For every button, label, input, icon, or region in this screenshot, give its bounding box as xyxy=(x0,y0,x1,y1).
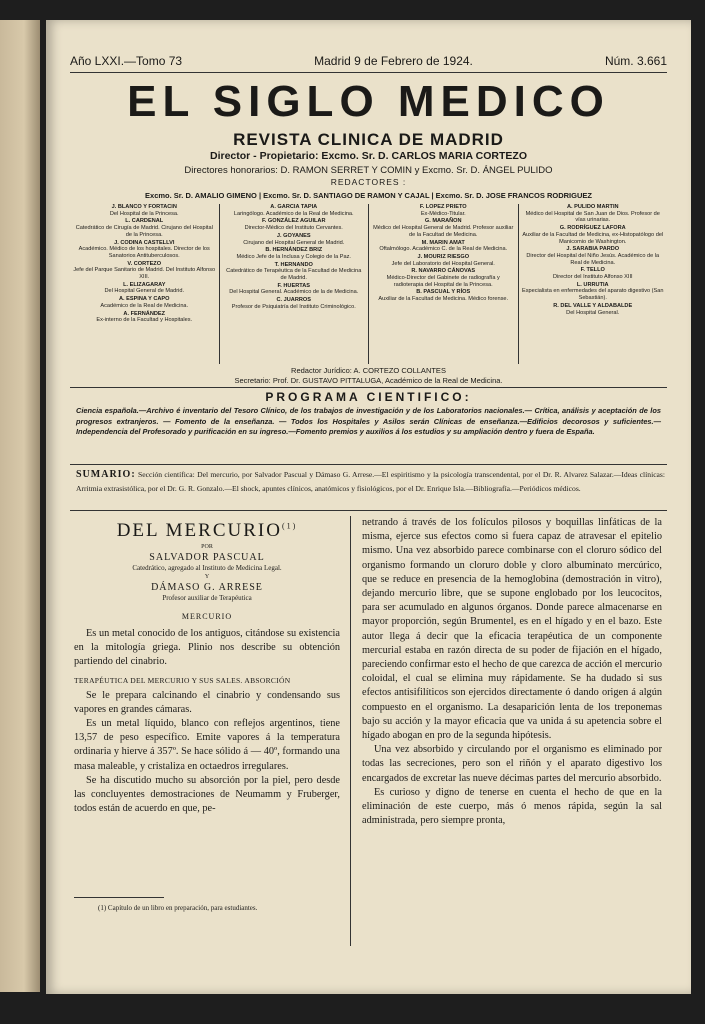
redactor-name: F. HUERTAS xyxy=(277,282,311,289)
redactores-column xyxy=(519,204,668,364)
redactores-column xyxy=(70,204,220,364)
redactor-description: Médico del Hospital de San Juan de Dios. Profesor de vías urinarias. xyxy=(525,210,660,224)
redactor-description: Académico. Médico de los hospitales. Director de los Sanatorios Antituberculosos. xyxy=(78,246,210,259)
redactor-description: Oftalmólogo. Académico C. de la Real de Medicina. xyxy=(379,246,508,253)
redactor-description: Del Hospital General. xyxy=(566,309,620,316)
author-2-affiliation: Profesor auxiliar de Terapéutica xyxy=(162,594,252,602)
redactores-heads: Excmo. Sr. D. AMALIO GIMENO | Excmo. Sr. D. SANTIAGO DE RAMON Y CAJAL | Excmo. Sr. D. JOSE FRANCOS RODRIGUEZ xyxy=(145,191,592,200)
volume-info: Año LXXI.—Tomo 73 xyxy=(70,54,183,68)
redactor-name: B. HERNÁNDEZ BRIZ xyxy=(265,247,323,254)
redactores-column xyxy=(220,204,370,364)
redactor-name: A. PULIDO MARTÍN xyxy=(566,204,619,210)
redactor-name: M. MARIN AMAT xyxy=(421,239,465,246)
newspaper-subtitle: REVISTA CLINICA DE MADRID xyxy=(233,130,504,149)
redactor-name: L. URRUTIA xyxy=(576,281,609,288)
paragraph-4: Se ha discutido mucho su absorción por la piel, pero desde las concluyentes demostraciones de Neumamm y Fruberger, todos están de acuerdo en que, pe- xyxy=(74,774,340,815)
newspaper-page xyxy=(46,20,691,994)
programa-title: PROGRAMA CIENTIFICO: xyxy=(265,390,472,404)
redactor-name: A. ESPINA Y CAPO xyxy=(118,296,170,303)
redactor-description: Del Hospital General. Académico de la de Medicina. xyxy=(229,289,359,296)
author-1-affiliation: Catedrático, agregado al Instituto de Medicina Legal. xyxy=(132,564,282,572)
redactor-name: G. RODRÍGUEZ LAFORA xyxy=(559,225,626,232)
footnote-marker: (1) xyxy=(281,521,298,531)
redactor-description: Director del Instituto Alfonso XIII xyxy=(552,274,633,281)
redactor-name: L. CARDENAL xyxy=(125,218,164,225)
redactor-description: Ex-Médico-Titular. xyxy=(420,210,466,217)
sumario-rule-top xyxy=(70,464,667,465)
redactor-description: Jefe del Laboratorio del Hospital General. xyxy=(391,260,495,267)
redactor-description: Catedrático de Cirugía de Madrid. Cirujano del Hospital de la Princesa. xyxy=(75,225,213,238)
secretary-line: Secretario: Prof. Dr. GUSTAVO PITTALUGA, Académico de la Real de Medicina. xyxy=(234,376,503,385)
redactor-name: F. GONZÁLEZ AGUILAR xyxy=(262,218,326,225)
redactor-description: Director-Médico del Instituto Cervantes. xyxy=(244,225,343,232)
footnote-rule xyxy=(74,897,164,898)
subheading: TERAPÉUTICA DEL MERCURIO Y SUS SALES. ABSORCIÓN xyxy=(74,675,291,685)
redactor-name: J. BLANCO Y FORTACIN xyxy=(111,204,177,210)
redactor-name: R. NAVARRO CÁNOVAS xyxy=(411,268,476,275)
legal-editor: Redactor Jurídico: A. CORTEZO COLLANTES xyxy=(291,366,446,375)
facing-page-edge xyxy=(0,20,40,992)
programa-text: Ciencia española.—Archivo é inventario del Tesoro Clínico, de los trabajos de investigación y de los Laboratorios nacionales.— Crítica, análisis y aceptación de los progresos extranjeros. — Fomento de la enseñanza. — Todos los Hospitales y Asilos serán Clínicas de enseñanza.—Edificios decorosos y suficientes.—Independencia del Profesorado y purificación en su ingreso.—Fomento premios y auxilios á los estudios y su ampliación dentro y fuera de España. xyxy=(76,406,661,437)
sumario xyxy=(76,468,665,494)
redactor-name: J. MOURIZ RIESGO xyxy=(417,253,470,260)
redactor-name: J. GOYANES xyxy=(276,232,311,239)
article-title: DEL MERCURIO$^{(1)}$ xyxy=(116,520,298,541)
redactor-description: Profesor de Psiquiatría del Instituto Criminológico. xyxy=(231,303,356,310)
programa-rule xyxy=(70,387,667,388)
redactor-description: Director del Hospital del Niño Jesús. Académico de la Real de Medicina. xyxy=(526,252,660,266)
redactores-column xyxy=(369,204,519,364)
paragraph-r1: netrando á través de los folículos pilosos y boquillas linfáticas de la misma, ejerce sus efectos como si fuera capaz de atravesar el epitelio mismo. Una vez absorbido parece combinarse con el cloruro sódico del organismo formando un cloruro doble y cloro albuminato mercúrico, que se reduce en presencia de la hemoglobina (demostración in vitro), dejando mercurio libre, que se supone englobado por los leucocitos, para ser acumulado en algunos órganos. Donde parece almacenarse en mayor proporción, según Brumentel, es en el hígado y en el bazo. Este autor llega á decir que la eficacia terapéutica de un componente mercurial estaba en razón directa de su poder de fijación en el hígado, pareciendo confirmar esto el hecho de que carezca de acción el mercurio coloidal, el cual se elimina muy rápidamente. Se ha dudado si sus efectos antisifilíticos son ejercidos directamente ó dando origen á algún compuesto en el organismo. La desaparición lenta de los treponemas bajo su acción y la mayor eficacia que va unida á su apetencia sobre el hígado abogan en pro de la segunda hipótesis. xyxy=(362,517,662,742)
redactor-description: Del Hospital General de Madrid. xyxy=(104,288,185,295)
by-label: POR xyxy=(201,544,213,550)
masthead-topline xyxy=(70,54,667,68)
article-left-column xyxy=(74,520,340,816)
paragraph-1: Es un metal conocido de los antiguos, citándose su existencia en la mitología griega. Plinio nos describe su obtención partiendo del cinabrio. xyxy=(74,628,340,668)
redactor-name: V. CORTEZO xyxy=(127,260,162,267)
column-divider xyxy=(350,516,351,946)
redactor-name: J. CODINA CASTELLVI xyxy=(114,239,175,246)
top-rule xyxy=(70,72,667,73)
redactor-name: J. SARABIA PARDO xyxy=(566,246,620,253)
redactores-label: REDACTORES : xyxy=(330,177,407,187)
redactor-description: Médico-Director del Gabinete de radiografía y radioterapia del Hospital de la Princesa. xyxy=(386,275,500,288)
issue-date: Madrid 9 de Febrero de 1924. xyxy=(314,54,473,68)
paragraph-2: Se le prepara calcinando el cinabrio y condensando sus vapores en grandes cámaras. xyxy=(74,689,340,715)
and-label: Y xyxy=(204,574,210,580)
redactor-name: F. TELLO xyxy=(580,267,605,274)
redactor-description: Especialista en enfermedades del aparato digestivo (San Sebastián). xyxy=(522,288,664,302)
director-line: Director - Propietario: Excmo. Sr. D. CARLOS MARIA CORTEZO xyxy=(210,150,527,162)
redactor-description: Auxiliar de la Facultad de Medicina. Médico forense. xyxy=(378,296,509,303)
redactor-name: F. LOPEZ PRIETO xyxy=(419,204,467,210)
author-2: DÁMASO G. ARRESE xyxy=(151,582,263,593)
redactor-description: Del Hospital de la Princesa. xyxy=(109,210,179,217)
paragraph-r2: Una vez absorbido y circulando por el organismo es eliminado por todas las secreciones, pero son el riñón y el aparato digestivo los encargados de excretar las nueve décimas partes del mercurio absorbido. xyxy=(362,744,662,784)
redactor-description: Cirujano del Hospital General de Madrid. xyxy=(243,239,345,246)
honorary-directors: Directores honorarios: D. RAMON SERRET Y COMIN y Excmo. Sr. D. ÁNGEL PULIDO xyxy=(184,165,553,176)
paragraph-3: Es un metal líquido, blanco con reflejos argentinos, tiene 13,57 de peso específico. Emite vapores á la temperatura ordinaria y hierve á 357º. Se hace sólido á — 40º, formando una masa maleable, y cristaliza en octaedros irregulares. xyxy=(74,718,340,772)
redactor-name: G. MARAÑON xyxy=(424,218,462,225)
redactor-name: B. PASCUAL Y RÍOS xyxy=(416,289,471,296)
redactor-description: Jefe del Parque Sanitario de Madrid. Del Instituto Alfonso XIII. xyxy=(73,267,216,281)
redactor-name: A. GARCÍA TAPIA xyxy=(270,204,318,210)
footnote: (1) Capítulo de un libro en preparación, para estudiantes. xyxy=(98,904,258,912)
redactor-name: C. JUARROS xyxy=(276,297,311,304)
redactor-description: Auxiliar de la Facultad de Medicina, ex-Histopatólogo del Manicomio de Washington. xyxy=(522,231,664,245)
redactor-description: Laringólogo. Académico de la Real de Medicina. xyxy=(233,210,354,217)
redactores-columns xyxy=(70,204,667,364)
article-right-column xyxy=(362,516,662,828)
redactor-name: T. HERNANDO xyxy=(274,261,313,268)
sumario-rule-bottom xyxy=(70,510,667,511)
newspaper-title: EL SIGLO MEDICO xyxy=(127,77,610,126)
sumario-text: Sección científica: Del mercurio, por Salvador Pascual y Dámaso G. Arrese.—El espiritismo y la psicología transcendental, por el Dr. R. Alvarez Salazar.—Ideas clínicas: Arritmia extrasistólica, por el Dr. G. R. Gonzalo.—El shock, apuntes clínicos, anatómicos y fisiológicos, por el Dr. Enrique Isla.—Bibliografía.—Periódicos médicos. xyxy=(76,470,665,493)
sumario-label: SUMARIO: xyxy=(76,469,136,480)
redactor-name: A. FERNÁNDEZ xyxy=(123,310,166,317)
redactor-description: Ex-interno de la Facultad y Hospitales. xyxy=(96,317,193,324)
section-heading: MERCURIO xyxy=(181,612,233,621)
redactor-description: Médico del Hospital General de Madrid. Profesor auxiliar de la Facultad de Medicina. xyxy=(373,225,514,238)
issue-number: Núm. 3.661 xyxy=(604,54,667,68)
author-1: SALVADOR PASCUAL xyxy=(149,552,265,563)
redactor-name: R. DEL VALLE Y ALDABALDE xyxy=(553,302,633,309)
redactor-description: Académico de la Real de Medicina. xyxy=(100,302,189,309)
redactor-name: L. ELIZAGARAY xyxy=(123,281,166,288)
paragraph-r3: Es curioso y digno de tenerse en cuenta el hecho de que en la eliminación de este cuerpo, más ó menos rápida, según la sal administrada, pero siempre pronta, xyxy=(362,786,662,827)
redactor-description: Médico Jefe de la Inclusa y Colegio de la Paz. xyxy=(236,253,351,260)
redactor-description: Catedrático de Terapéutica de la Facultad de Medicina de Madrid. xyxy=(226,268,362,282)
